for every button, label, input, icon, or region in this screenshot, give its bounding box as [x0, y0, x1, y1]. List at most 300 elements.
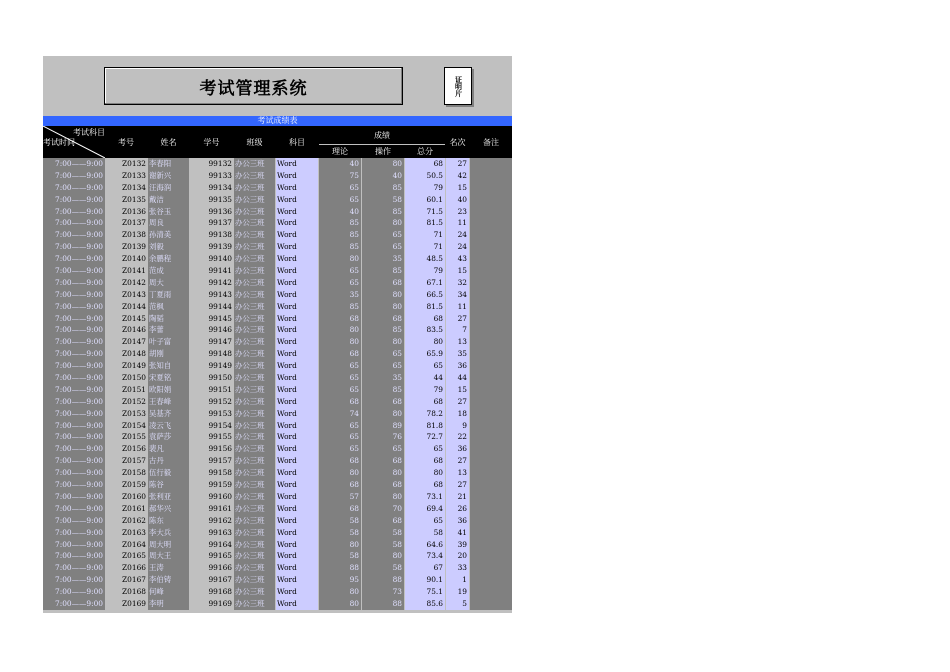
practice-score-cell[interactable]: 73	[362, 586, 404, 598]
rank-cell[interactable]: 27	[446, 479, 469, 491]
name-cell[interactable]: 叶子富	[148, 336, 189, 348]
rank-cell[interactable]: 26	[446, 503, 469, 515]
exam-time-cell[interactable]: 7:00——9:00	[43, 170, 105, 182]
theory-score-cell[interactable]: 65	[319, 431, 361, 443]
remark-cell[interactable]	[470, 527, 512, 539]
remark-cell[interactable]	[470, 515, 512, 527]
subject-cell[interactable]: Word	[276, 574, 318, 586]
practice-score-cell[interactable]: 68	[362, 479, 404, 491]
rank-cell[interactable]: 27	[446, 158, 469, 170]
rank-cell[interactable]: 43	[446, 253, 469, 265]
class-cell[interactable]: 办公三班	[234, 372, 275, 384]
total-score-cell[interactable]: 73.1	[405, 491, 445, 503]
subject-cell[interactable]: Word	[276, 206, 318, 218]
exam-no-cell[interactable]: Z0139	[105, 241, 147, 253]
remark-cell[interactable]	[470, 336, 512, 348]
exam-no-cell[interactable]: Z0137	[105, 217, 147, 229]
theory-score-cell[interactable]: 85	[319, 241, 361, 253]
exam-no-cell[interactable]: Z0145	[105, 313, 147, 325]
subject-cell[interactable]: Word	[276, 170, 318, 182]
theory-score-cell[interactable]: 40	[319, 158, 361, 170]
exam-time-cell[interactable]: 7:00——9:00	[43, 431, 105, 443]
exam-no-cell[interactable]: Z0169	[105, 598, 147, 610]
remark-cell[interactable]	[470, 431, 512, 443]
remark-cell[interactable]	[470, 372, 512, 384]
subject-cell[interactable]: Word	[276, 253, 318, 265]
theory-score-cell[interactable]: 88	[319, 562, 361, 574]
subject-cell[interactable]: Word	[276, 217, 318, 229]
total-score-cell[interactable]: 80	[405, 336, 445, 348]
class-cell[interactable]: 办公三班	[234, 229, 275, 241]
theory-score-cell[interactable]: 85	[319, 217, 361, 229]
remark-cell[interactable]	[470, 348, 512, 360]
rank-cell[interactable]: 24	[446, 241, 469, 253]
class-cell[interactable]: 办公三班	[234, 265, 275, 277]
class-cell[interactable]: 办公三班	[234, 550, 275, 562]
total-score-cell[interactable]: 69.4	[405, 503, 445, 515]
student-no-cell[interactable]: 99160	[190, 491, 233, 503]
class-cell[interactable]: 办公三班	[234, 420, 275, 432]
exam-no-cell[interactable]: Z0142	[105, 277, 147, 289]
practice-score-cell[interactable]: 68	[362, 455, 404, 467]
total-score-cell[interactable]: 68	[405, 479, 445, 491]
student-no-cell[interactable]: 99152	[190, 396, 233, 408]
exam-no-cell[interactable]: Z0150	[105, 372, 147, 384]
class-cell[interactable]: 办公三班	[234, 313, 275, 325]
practice-score-cell[interactable]: 65	[362, 348, 404, 360]
name-cell[interactable]: 戴洁	[148, 194, 189, 206]
remark-cell[interactable]	[470, 396, 512, 408]
practice-score-cell[interactable]: 65	[362, 360, 404, 372]
student-no-cell[interactable]: 99166	[190, 562, 233, 574]
remark-cell[interactable]	[470, 562, 512, 574]
remark-cell[interactable]	[470, 170, 512, 182]
remark-cell[interactable]	[470, 265, 512, 277]
exam-no-cell[interactable]: Z0168	[105, 586, 147, 598]
rank-cell[interactable]: 27	[446, 455, 469, 467]
remark-cell[interactable]	[470, 217, 512, 229]
student-no-cell[interactable]: 99168	[190, 586, 233, 598]
practice-score-cell[interactable]: 58	[362, 539, 404, 551]
exam-time-cell[interactable]: 7:00——9:00	[43, 491, 105, 503]
exam-time-cell[interactable]: 7:00——9:00	[43, 217, 105, 229]
name-cell[interactable]: 张利亚	[148, 491, 189, 503]
total-score-cell[interactable]: 50.5	[405, 170, 445, 182]
class-cell[interactable]: 办公三班	[234, 503, 275, 515]
exam-no-cell[interactable]: Z0158	[105, 467, 147, 479]
subject-cell[interactable]: Word	[276, 527, 318, 539]
rank-cell[interactable]: 27	[446, 396, 469, 408]
practice-score-cell[interactable]: 65	[362, 229, 404, 241]
remark-cell[interactable]	[470, 539, 512, 551]
remark-cell[interactable]	[470, 598, 512, 610]
student-no-cell[interactable]: 99133	[190, 170, 233, 182]
exam-no-cell[interactable]: Z0152	[105, 396, 147, 408]
rank-cell[interactable]: 40	[446, 194, 469, 206]
total-score-cell[interactable]: 60.1	[405, 194, 445, 206]
subject-cell[interactable]: Word	[276, 443, 318, 455]
class-cell[interactable]: 办公三班	[234, 515, 275, 527]
name-cell[interactable]: 宋夏铭	[148, 372, 189, 384]
total-score-cell[interactable]: 68	[405, 313, 445, 325]
exam-time-cell[interactable]: 7:00——9:00	[43, 253, 105, 265]
practice-score-cell[interactable]: 58	[362, 562, 404, 574]
total-score-cell[interactable]: 81.5	[405, 301, 445, 313]
student-no-cell[interactable]: 99163	[190, 527, 233, 539]
class-cell[interactable]: 办公三班	[234, 194, 275, 206]
total-score-cell[interactable]: 58	[405, 527, 445, 539]
exam-time-cell[interactable]: 7:00——9:00	[43, 182, 105, 194]
exam-time-cell[interactable]: 7:00——9:00	[43, 301, 105, 313]
class-cell[interactable]: 办公三班	[234, 348, 275, 360]
student-no-cell[interactable]: 99134	[190, 182, 233, 194]
practice-score-cell[interactable]: 85	[362, 265, 404, 277]
exam-time-cell[interactable]: 7:00——9:00	[43, 241, 105, 253]
class-cell[interactable]: 办公三班	[234, 217, 275, 229]
theory-score-cell[interactable]: 68	[319, 455, 361, 467]
student-no-cell[interactable]: 99132	[190, 158, 233, 170]
total-score-cell[interactable]: 83.5	[405, 324, 445, 336]
class-cell[interactable]: 办公三班	[234, 598, 275, 610]
remark-cell[interactable]	[470, 324, 512, 336]
rank-cell[interactable]: 27	[446, 313, 469, 325]
remark-cell[interactable]	[470, 301, 512, 313]
exam-time-cell[interactable]: 7:00——9:00	[43, 562, 105, 574]
student-no-cell[interactable]: 99169	[190, 598, 233, 610]
practice-score-cell[interactable]: 58	[362, 527, 404, 539]
exam-no-cell[interactable]: Z0157	[105, 455, 147, 467]
exam-time-cell[interactable]: 7:00——9:00	[43, 313, 105, 325]
rank-cell[interactable]: 36	[446, 360, 469, 372]
theory-score-cell[interactable]: 65	[319, 360, 361, 372]
exam-time-cell[interactable]: 7:00——9:00	[43, 527, 105, 539]
rank-cell[interactable]: 44	[446, 372, 469, 384]
theory-score-cell[interactable]: 68	[319, 479, 361, 491]
rank-cell[interactable]: 36	[446, 443, 469, 455]
exam-no-cell[interactable]: Z0151	[105, 384, 147, 396]
total-score-cell[interactable]: 65.9	[405, 348, 445, 360]
rank-cell[interactable]: 42	[446, 170, 469, 182]
theory-score-cell[interactable]: 57	[319, 491, 361, 503]
subject-cell[interactable]: Word	[276, 229, 318, 241]
theory-score-cell[interactable]: 80	[319, 324, 361, 336]
total-score-cell[interactable]: 72.7	[405, 431, 445, 443]
practice-score-cell[interactable]: 88	[362, 598, 404, 610]
exam-time-cell[interactable]: 7:00——9:00	[43, 479, 105, 491]
exam-no-cell[interactable]: Z0153	[105, 408, 147, 420]
name-cell[interactable]: 郝华兴	[148, 503, 189, 515]
name-cell[interactable]: 古丹	[148, 455, 189, 467]
practice-score-cell[interactable]: 80	[362, 336, 404, 348]
name-cell[interactable]: 余鹏程	[148, 253, 189, 265]
practice-score-cell[interactable]: 70	[362, 503, 404, 515]
theory-score-cell[interactable]: 75	[319, 170, 361, 182]
rank-cell[interactable]: 34	[446, 289, 469, 301]
class-cell[interactable]: 办公三班	[234, 253, 275, 265]
total-score-cell[interactable]: 79	[405, 384, 445, 396]
exam-time-cell[interactable]: 7:00——9:00	[43, 324, 105, 336]
practice-score-cell[interactable]: 85	[362, 384, 404, 396]
student-no-cell[interactable]: 99141	[190, 265, 233, 277]
total-score-cell[interactable]: 64.6	[405, 539, 445, 551]
student-no-cell[interactable]: 99146	[190, 324, 233, 336]
rank-cell[interactable]: 9	[446, 420, 469, 432]
rank-cell[interactable]: 11	[446, 301, 469, 313]
theory-score-cell[interactable]: 65	[319, 443, 361, 455]
total-score-cell[interactable]: 65	[405, 360, 445, 372]
rank-cell[interactable]: 32	[446, 277, 469, 289]
student-no-cell[interactable]: 99138	[190, 229, 233, 241]
student-no-cell[interactable]: 99167	[190, 574, 233, 586]
class-cell[interactable]: 办公三班	[234, 336, 275, 348]
theory-score-cell[interactable]: 80	[319, 336, 361, 348]
class-cell[interactable]: 办公三班	[234, 360, 275, 372]
practice-score-cell[interactable]: 68	[362, 396, 404, 408]
student-no-cell[interactable]: 99161	[190, 503, 233, 515]
student-no-cell[interactable]: 99135	[190, 194, 233, 206]
subject-cell[interactable]: Word	[276, 360, 318, 372]
student-no-cell[interactable]: 99158	[190, 467, 233, 479]
exam-time-cell[interactable]: 7:00——9:00	[43, 443, 105, 455]
subject-cell[interactable]: Word	[276, 467, 318, 479]
rank-cell[interactable]: 1	[446, 574, 469, 586]
exam-time-cell[interactable]: 7:00——9:00	[43, 467, 105, 479]
rank-cell[interactable]: 15	[446, 384, 469, 396]
class-cell[interactable]: 办公三班	[234, 289, 275, 301]
exam-no-cell[interactable]: Z0147	[105, 336, 147, 348]
subject-cell[interactable]: Word	[276, 372, 318, 384]
remark-cell[interactable]	[470, 277, 512, 289]
practice-score-cell[interactable]: 85	[362, 324, 404, 336]
total-score-cell[interactable]: 71	[405, 241, 445, 253]
practice-score-cell[interactable]: 35	[362, 253, 404, 265]
rank-cell[interactable]: 15	[446, 182, 469, 194]
remark-cell[interactable]	[470, 253, 512, 265]
class-cell[interactable]: 办公三班	[234, 396, 275, 408]
name-cell[interactable]: 王涛	[148, 562, 189, 574]
name-cell[interactable]: 凌云飞	[148, 420, 189, 432]
practice-score-cell[interactable]: 40	[362, 170, 404, 182]
total-score-cell[interactable]: 80	[405, 467, 445, 479]
total-score-cell[interactable]: 81.5	[405, 217, 445, 229]
remark-cell[interactable]	[470, 194, 512, 206]
exam-no-cell[interactable]: Z0136	[105, 206, 147, 218]
class-cell[interactable]: 办公三班	[234, 491, 275, 503]
exam-no-cell[interactable]: Z0163	[105, 527, 147, 539]
subject-cell[interactable]: Word	[276, 324, 318, 336]
exam-time-cell[interactable]: 7:00——9:00	[43, 539, 105, 551]
practice-score-cell[interactable]: 80	[362, 491, 404, 503]
exam-no-cell[interactable]: Z0162	[105, 515, 147, 527]
rank-cell[interactable]: 5	[446, 598, 469, 610]
total-score-cell[interactable]: 71.5	[405, 206, 445, 218]
class-cell[interactable]: 办公三班	[234, 527, 275, 539]
exam-time-cell[interactable]: 7:00——9:00	[43, 384, 105, 396]
total-score-cell[interactable]: 65	[405, 515, 445, 527]
remark-cell[interactable]	[470, 289, 512, 301]
name-cell[interactable]: 吴基齐	[148, 408, 189, 420]
total-score-cell[interactable]: 68	[405, 158, 445, 170]
name-cell[interactable]: 周大明	[148, 539, 189, 551]
total-score-cell[interactable]: 79	[405, 265, 445, 277]
theory-score-cell[interactable]: 58	[319, 550, 361, 562]
rank-cell[interactable]: 23	[446, 206, 469, 218]
theory-score-cell[interactable]: 40	[319, 206, 361, 218]
name-cell[interactable]: 丁夏雨	[148, 289, 189, 301]
theory-score-cell[interactable]: 85	[319, 229, 361, 241]
exam-time-cell[interactable]: 7:00——9:00	[43, 360, 105, 372]
total-score-cell[interactable]: 71	[405, 229, 445, 241]
remark-cell[interactable]	[470, 313, 512, 325]
rank-cell[interactable]: 35	[446, 348, 469, 360]
remark-cell[interactable]	[470, 467, 512, 479]
theory-score-cell[interactable]: 68	[319, 396, 361, 408]
name-cell[interactable]: 范成	[148, 265, 189, 277]
name-cell[interactable]: 孙清美	[148, 229, 189, 241]
name-cell[interactable]: 周大王	[148, 550, 189, 562]
exam-no-cell[interactable]: Z0155	[105, 431, 147, 443]
class-cell[interactable]: 办公三班	[234, 408, 275, 420]
name-cell[interactable]: 王春峰	[148, 396, 189, 408]
remark-cell[interactable]	[470, 503, 512, 515]
name-cell[interactable]: 汪海润	[148, 182, 189, 194]
subject-cell[interactable]: Word	[276, 408, 318, 420]
rank-cell[interactable]: 22	[446, 431, 469, 443]
class-cell[interactable]: 办公三班	[234, 562, 275, 574]
name-cell[interactable]: 陶韬	[148, 313, 189, 325]
name-cell[interactable]: 谢新兴	[148, 170, 189, 182]
exam-no-cell[interactable]: Z0135	[105, 194, 147, 206]
student-no-cell[interactable]: 99147	[190, 336, 233, 348]
class-cell[interactable]: 办公三班	[234, 443, 275, 455]
class-cell[interactable]: 办公三班	[234, 479, 275, 491]
exam-time-cell[interactable]: 7:00——9:00	[43, 574, 105, 586]
name-cell[interactable]: 胡刚	[148, 348, 189, 360]
class-cell[interactable]: 办公三班	[234, 467, 275, 479]
rank-cell[interactable]: 33	[446, 562, 469, 574]
exam-no-cell[interactable]: Z0132	[105, 158, 147, 170]
rank-cell[interactable]: 7	[446, 324, 469, 336]
remark-cell[interactable]	[470, 455, 512, 467]
student-no-cell[interactable]: 99156	[190, 443, 233, 455]
rank-cell[interactable]: 11	[446, 217, 469, 229]
remark-cell[interactable]	[470, 158, 512, 170]
practice-score-cell[interactable]: 80	[362, 289, 404, 301]
theory-score-cell[interactable]: 80	[319, 539, 361, 551]
theory-score-cell[interactable]: 35	[319, 289, 361, 301]
theory-score-cell[interactable]: 68	[319, 503, 361, 515]
exam-no-cell[interactable]: Z0149	[105, 360, 147, 372]
subject-cell[interactable]: Word	[276, 348, 318, 360]
name-cell[interactable]: 李春阳	[148, 158, 189, 170]
rank-cell[interactable]: 39	[446, 539, 469, 551]
exam-time-cell[interactable]: 7:00——9:00	[43, 420, 105, 432]
practice-score-cell[interactable]: 65	[362, 443, 404, 455]
name-cell[interactable]: 李明	[148, 598, 189, 610]
total-score-cell[interactable]: 85.6	[405, 598, 445, 610]
exam-no-cell[interactable]: Z0156	[105, 443, 147, 455]
subject-cell[interactable]: Word	[276, 194, 318, 206]
exam-no-cell[interactable]: Z0143	[105, 289, 147, 301]
name-cell[interactable]: 欧阳娟	[148, 384, 189, 396]
exam-time-cell[interactable]: 7:00——9:00	[43, 206, 105, 218]
name-cell[interactable]: 裴凡	[148, 443, 189, 455]
remark-cell[interactable]	[470, 550, 512, 562]
exam-time-cell[interactable]: 7:00——9:00	[43, 265, 105, 277]
subject-cell[interactable]: Word	[276, 158, 318, 170]
rank-cell[interactable]: 20	[446, 550, 469, 562]
exam-time-cell[interactable]: 7:00——9:00	[43, 503, 105, 515]
practice-score-cell[interactable]: 88	[362, 574, 404, 586]
class-cell[interactable]: 办公三班	[234, 324, 275, 336]
subject-cell[interactable]: Word	[276, 277, 318, 289]
exam-time-cell[interactable]: 7:00——9:00	[43, 586, 105, 598]
name-cell[interactable]: 张知自	[148, 360, 189, 372]
rank-cell[interactable]: 36	[446, 515, 469, 527]
exam-no-cell[interactable]: Z0134	[105, 182, 147, 194]
rank-cell[interactable]: 21	[446, 491, 469, 503]
rank-cell[interactable]: 18	[446, 408, 469, 420]
practice-score-cell[interactable]: 58	[362, 194, 404, 206]
practice-score-cell[interactable]: 80	[362, 550, 404, 562]
exam-time-cell[interactable]: 7:00——9:00	[43, 515, 105, 527]
theory-score-cell[interactable]: 80	[319, 467, 361, 479]
student-no-cell[interactable]: 99144	[190, 301, 233, 313]
subject-cell[interactable]: Word	[276, 396, 318, 408]
subject-cell[interactable]: Word	[276, 384, 318, 396]
practice-score-cell[interactable]: 35	[362, 372, 404, 384]
practice-score-cell[interactable]: 80	[362, 467, 404, 479]
rank-cell[interactable]: 13	[446, 336, 469, 348]
theory-score-cell[interactable]: 65	[319, 194, 361, 206]
remark-cell[interactable]	[470, 408, 512, 420]
exam-time-cell[interactable]: 7:00——9:00	[43, 277, 105, 289]
practice-score-cell[interactable]: 85	[362, 182, 404, 194]
remark-cell[interactable]	[470, 479, 512, 491]
student-no-cell[interactable]: 99140	[190, 253, 233, 265]
total-score-cell[interactable]: 79	[405, 182, 445, 194]
total-score-cell[interactable]: 67.1	[405, 277, 445, 289]
subject-cell[interactable]: Word	[276, 431, 318, 443]
total-score-cell[interactable]: 44	[405, 372, 445, 384]
exam-no-cell[interactable]: Z0167	[105, 574, 147, 586]
theory-score-cell[interactable]: 65	[319, 182, 361, 194]
remark-cell[interactable]	[470, 586, 512, 598]
subject-cell[interactable]: Word	[276, 455, 318, 467]
name-cell[interactable]: 陈东	[148, 515, 189, 527]
exam-no-cell[interactable]: Z0133	[105, 170, 147, 182]
subject-cell[interactable]: Word	[276, 313, 318, 325]
remark-cell[interactable]	[470, 360, 512, 372]
student-no-cell[interactable]: 99142	[190, 277, 233, 289]
class-cell[interactable]: 办公三班	[234, 301, 275, 313]
student-no-cell[interactable]: 99137	[190, 217, 233, 229]
exam-no-cell[interactable]: Z0160	[105, 491, 147, 503]
subject-cell[interactable]: Word	[276, 491, 318, 503]
total-score-cell[interactable]: 67	[405, 562, 445, 574]
subject-cell[interactable]: Word	[276, 479, 318, 491]
remark-cell[interactable]	[470, 241, 512, 253]
remark-cell[interactable]	[470, 443, 512, 455]
name-cell[interactable]: 伍行毅	[148, 467, 189, 479]
theory-score-cell[interactable]: 68	[319, 348, 361, 360]
practice-score-cell[interactable]: 85	[362, 206, 404, 218]
student-no-cell[interactable]: 99157	[190, 455, 233, 467]
name-cell[interactable]: 陈谷	[148, 479, 189, 491]
subject-cell[interactable]: Word	[276, 336, 318, 348]
subject-cell[interactable]: Word	[276, 586, 318, 598]
exam-time-cell[interactable]: 7:00——9:00	[43, 455, 105, 467]
